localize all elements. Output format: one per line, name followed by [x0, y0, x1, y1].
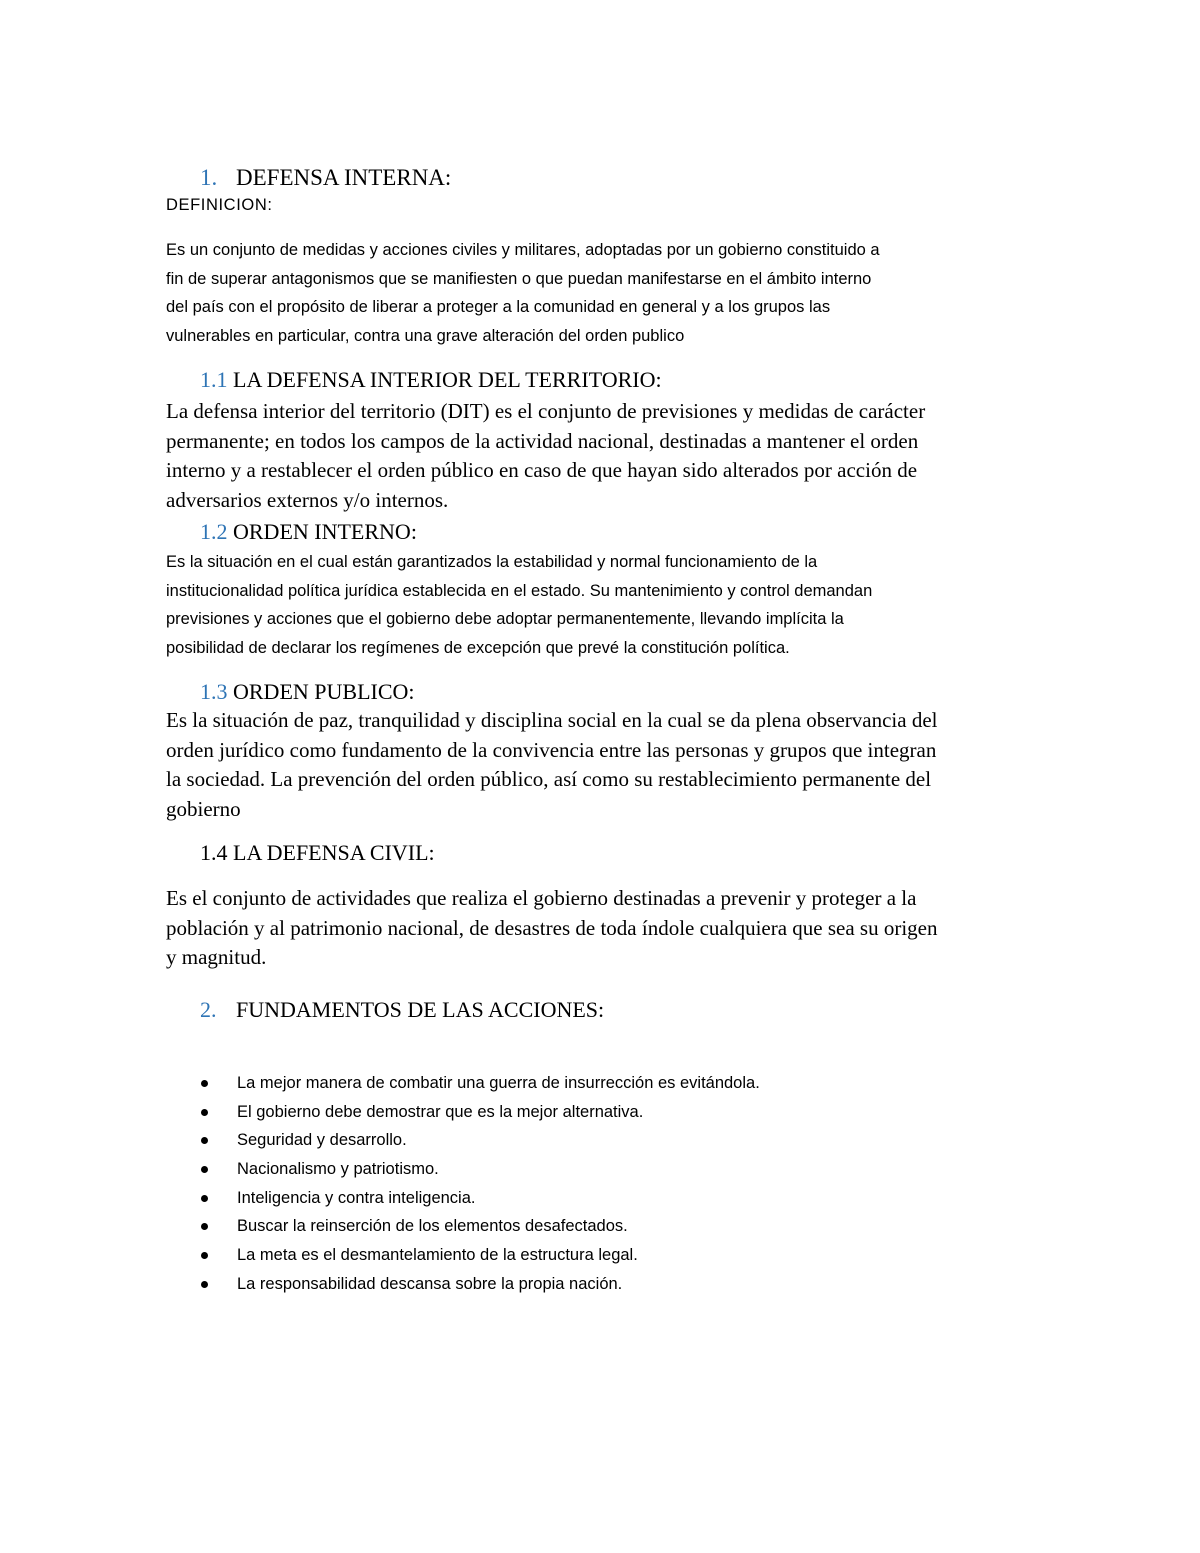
- orden-publico-paragraph: [166, 706, 937, 825]
- paragraph-line: Es la situación en el cual están garantizados la estabilidad y normal funcionamiento de la: [166, 553, 818, 571]
- definition-label: DEFINICION:: [166, 196, 273, 214]
- paragraph-line: orden jurídico como fundamento de la convivencia entre las personas y grupos que integran: [166, 737, 937, 762]
- list-item-text: La responsabilidad descansa sobre la propia nación.: [237, 1274, 623, 1293]
- paragraph-line: Es la situación de paz, tranquilidad y disciplina social en la cual se da plena observancia del: [166, 708, 938, 732]
- heading-title: FUNDAMENTOS DE LAS ACCIONES:: [236, 997, 605, 1022]
- heading-number: 1.3: [200, 679, 228, 704]
- orden-interno-paragraph: [166, 548, 872, 662]
- bullet-icon: [201, 1109, 208, 1116]
- paragraph-line: Es el conjunto de actividades que realiza el gobierno destinadas a prevenir y proteger a la: [166, 886, 917, 910]
- list-item-text: Seguridad y desarrollo.: [237, 1131, 407, 1150]
- paragraph-line: posibilidad de declarar los regímenes de excepción que prevé la constitución política.: [166, 638, 790, 657]
- paragraph-line: interno y a restablecer el orden público en caso de que hayan sido alterados por acción de: [166, 458, 918, 483]
- heading-number: 1.4: [200, 840, 228, 865]
- heading-title: DEFENSA INTERNA:: [236, 165, 452, 190]
- heading-defensa-interior: [200, 365, 662, 395]
- bullet-icon: [201, 1281, 208, 1288]
- heading-title: ORDEN INTERNO:: [233, 519, 417, 544]
- paragraph-line: y magnitud.: [166, 945, 267, 970]
- heading-title: LA DEFENSA INTERIOR DEL TERRITORIO:: [233, 367, 662, 392]
- heading-fundamentos: [200, 995, 604, 1025]
- bullet-icon: [201, 1195, 208, 1202]
- list-item-text: Nacionalismo y patriotismo.: [237, 1160, 439, 1179]
- heading-defensa-civil: [200, 838, 435, 868]
- bullet-icon: [201, 1223, 208, 1230]
- paragraph-line: La defensa interior del territorio (DIT) es el conjunto de previsiones y medidas de carácter: [166, 399, 926, 423]
- paragraph-line: gobierno: [166, 797, 241, 822]
- paragraph-line: la sociedad. La prevención del orden público, así como su restablecimiento permanente del: [166, 767, 932, 792]
- heading-orden-publico: [200, 677, 415, 707]
- heading-title: LA DEFENSA CIVIL:: [233, 840, 435, 865]
- paragraph-line: permanente; en todos los campos de la actividad nacional, destinadas a mantener el orden: [166, 428, 919, 453]
- paragraph-line: del país con el propósito de liberar a proteger a la comunidad en general y a los grupos las: [166, 298, 831, 316]
- list-item-text: Buscar la reinserción de los elementos desafectados.: [237, 1217, 628, 1236]
- list-item-text: Inteligencia y contra inteligencia.: [237, 1188, 476, 1207]
- paragraph-line: adversarios externos y/o internos.: [166, 488, 449, 513]
- list-item-text: La mejor manera de combatir una guerra de insurrección es evitándola.: [237, 1074, 760, 1092]
- list-item-text: El gobierno debe demostrar que es la mejor alternativa.: [237, 1102, 644, 1121]
- list-item-text: La meta es el desmantelamiento de la estructura legal.: [237, 1246, 638, 1265]
- paragraph-line: población y al patrimonio nacional, de desastres de toda índole cualquiera que sea su origen: [166, 915, 938, 940]
- paragraph-line: fin de superar antagonismos que se manifiesten o que puedan manifestarse en el ámbito interno: [166, 269, 872, 288]
- paragraph-line: previsiones y acciones que el gobierno debe adoptar permanentemente, llevando implícita la: [166, 610, 844, 628]
- paragraph-line: Es un conjunto de medidas y acciones civiles y militares, adoptadas por un gobierno constituido a: [166, 241, 880, 259]
- paragraph-line: vulnerables en particular, contra una grave alteración del orden publico: [166, 326, 685, 345]
- defensa-interior-paragraph: [166, 397, 925, 516]
- heading-orden-interno: [200, 517, 417, 547]
- bullet-icon: [201, 1137, 208, 1144]
- definition-paragraph: [166, 236, 880, 350]
- heading-number: 1.1: [200, 367, 228, 392]
- paragraph-line: institucionalidad política jurídica establecida en el estado. Su mantenimiento y control demandan: [166, 581, 873, 600]
- heading-defensa-interna: [200, 163, 451, 193]
- heading-number: 2.: [200, 997, 217, 1022]
- bullet-icon: [201, 1080, 208, 1087]
- bullet-icon: [201, 1252, 208, 1259]
- heading-title: ORDEN PUBLICO:: [233, 679, 415, 704]
- heading-number: 1.: [200, 165, 218, 190]
- defensa-civil-paragraph: [166, 884, 938, 973]
- bullet-icon: [201, 1166, 208, 1173]
- heading-number: 1.2: [200, 519, 228, 544]
